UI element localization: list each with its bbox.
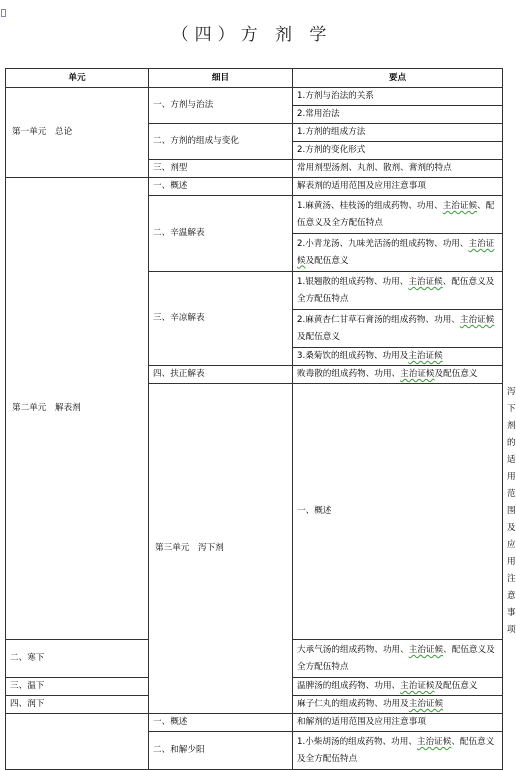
table-row [6, 88, 503, 106]
point-cell: 解表剂的适用范围及应用注意事项 [293, 178, 503, 196]
spellcheck-underline: 主治证候 [416, 737, 452, 747]
point-cell: 常用剂型汤剂、丸剂、散剂、膏剂的特点 [293, 160, 503, 178]
point-cell: 麻子仁丸的组成药物、功用及主治证候 [293, 696, 503, 714]
spellcheck-underline: 主治证候 [408, 351, 443, 361]
header-item: 细目 [149, 69, 293, 88]
spellcheck-underline: 主治证候 [459, 315, 495, 325]
point-cell: 大承气汤的组成药物、功用、主治证候、配伍意义及全方配伍特点 [293, 640, 503, 678]
item-cell: 一、方剂与治法 [149, 88, 293, 124]
spellcheck-underline: 主治证候 [408, 699, 444, 709]
point-cell: 2.小青龙汤、九味羌活汤的组成药物、功用、主治证候及配伍意义 [293, 234, 503, 272]
table-header-row [6, 69, 503, 88]
item-cell: 三、温下 [6, 678, 149, 696]
point-cell: 1.方剂的组成方法 [293, 124, 503, 142]
spellcheck-underline: 主治证候 [400, 681, 435, 691]
spellcheck-underline: 主治证候 [408, 277, 443, 287]
point-cell: 1.银翘散的组成药物、功用、主治证候、配伍意义及全方配伍特点 [293, 272, 503, 310]
unit-cell: 第二单元 解表剂 [6, 178, 149, 640]
point-cell: 1.麻黄汤、桂枝汤的组成药物、功用、主治证候、配伍意义及全方配伍特点 [293, 196, 503, 234]
item-cell: 二、辛温解表 [149, 196, 293, 272]
unit-cell: 第三单元 泻下剂 [149, 384, 293, 714]
item-cell: 三、辛凉解表 [149, 272, 293, 366]
table-row [6, 714, 503, 732]
point-cell: 1.小柴胡汤的组成药物、功用、主治证候、配伍意义及全方配伍特点 [293, 732, 503, 770]
point-cell: 1.方剂与治法的关系 [293, 88, 503, 106]
point-cell: 3.桑菊饮的组成药物、功用及主治证候 [293, 348, 503, 366]
table-row [6, 178, 503, 196]
item-cell: 二、和解少阳 [149, 732, 293, 770]
point-cell: 败毒散的组成药物、功用、主治证候及配伍意义 [293, 366, 503, 384]
header-points: 要点 [293, 69, 503, 88]
spellcheck-underline: 主治证候 [297, 239, 495, 266]
syllabus-table [5, 68, 516, 770]
item-cell: 二、方剂的组成与变化 [149, 124, 293, 160]
item-cell: 四、扶正解表 [149, 366, 293, 384]
item-cell: 四、润下 [6, 696, 149, 714]
point-cell: 2.常用治法 [293, 106, 503, 124]
header-unit: 单元 [6, 69, 149, 88]
item-cell: 二、寒下 [6, 640, 149, 678]
point-cell: 和解剂的适用范围及应用注意事项 [293, 714, 503, 732]
spellcheck-underline: 主治证候 [442, 201, 478, 211]
page-title: （四）方 剂 学 [171, 25, 333, 45]
item-cell: 一、概述 [293, 384, 503, 640]
spellcheck-underline: 主治证候 [408, 645, 444, 655]
corner-mark-icon [1, 9, 6, 17]
unit-cell: 第一单元 总论 [6, 88, 149, 178]
item-cell: 一、概述 [149, 714, 293, 732]
item-cell: 一、概述 [149, 178, 293, 196]
point-cell: 2.方剂的变化形式 [293, 142, 503, 160]
spellcheck-underline: 主治证候 [400, 369, 435, 379]
point-cell: 2.麻黄杏仁甘草石膏汤的组成药物、功用、主治证候及配伍意义 [293, 310, 503, 348]
point-cell: 温脾汤的组成药物、功用、主治证候及配伍意义 [293, 678, 503, 696]
table-row: 第三单元 泻下剂 一、概述 泻下剂的适用范围及应用注意事项 [6, 384, 503, 640]
unit-cell [6, 714, 149, 770]
item-cell: 三、剂型 [149, 160, 293, 178]
